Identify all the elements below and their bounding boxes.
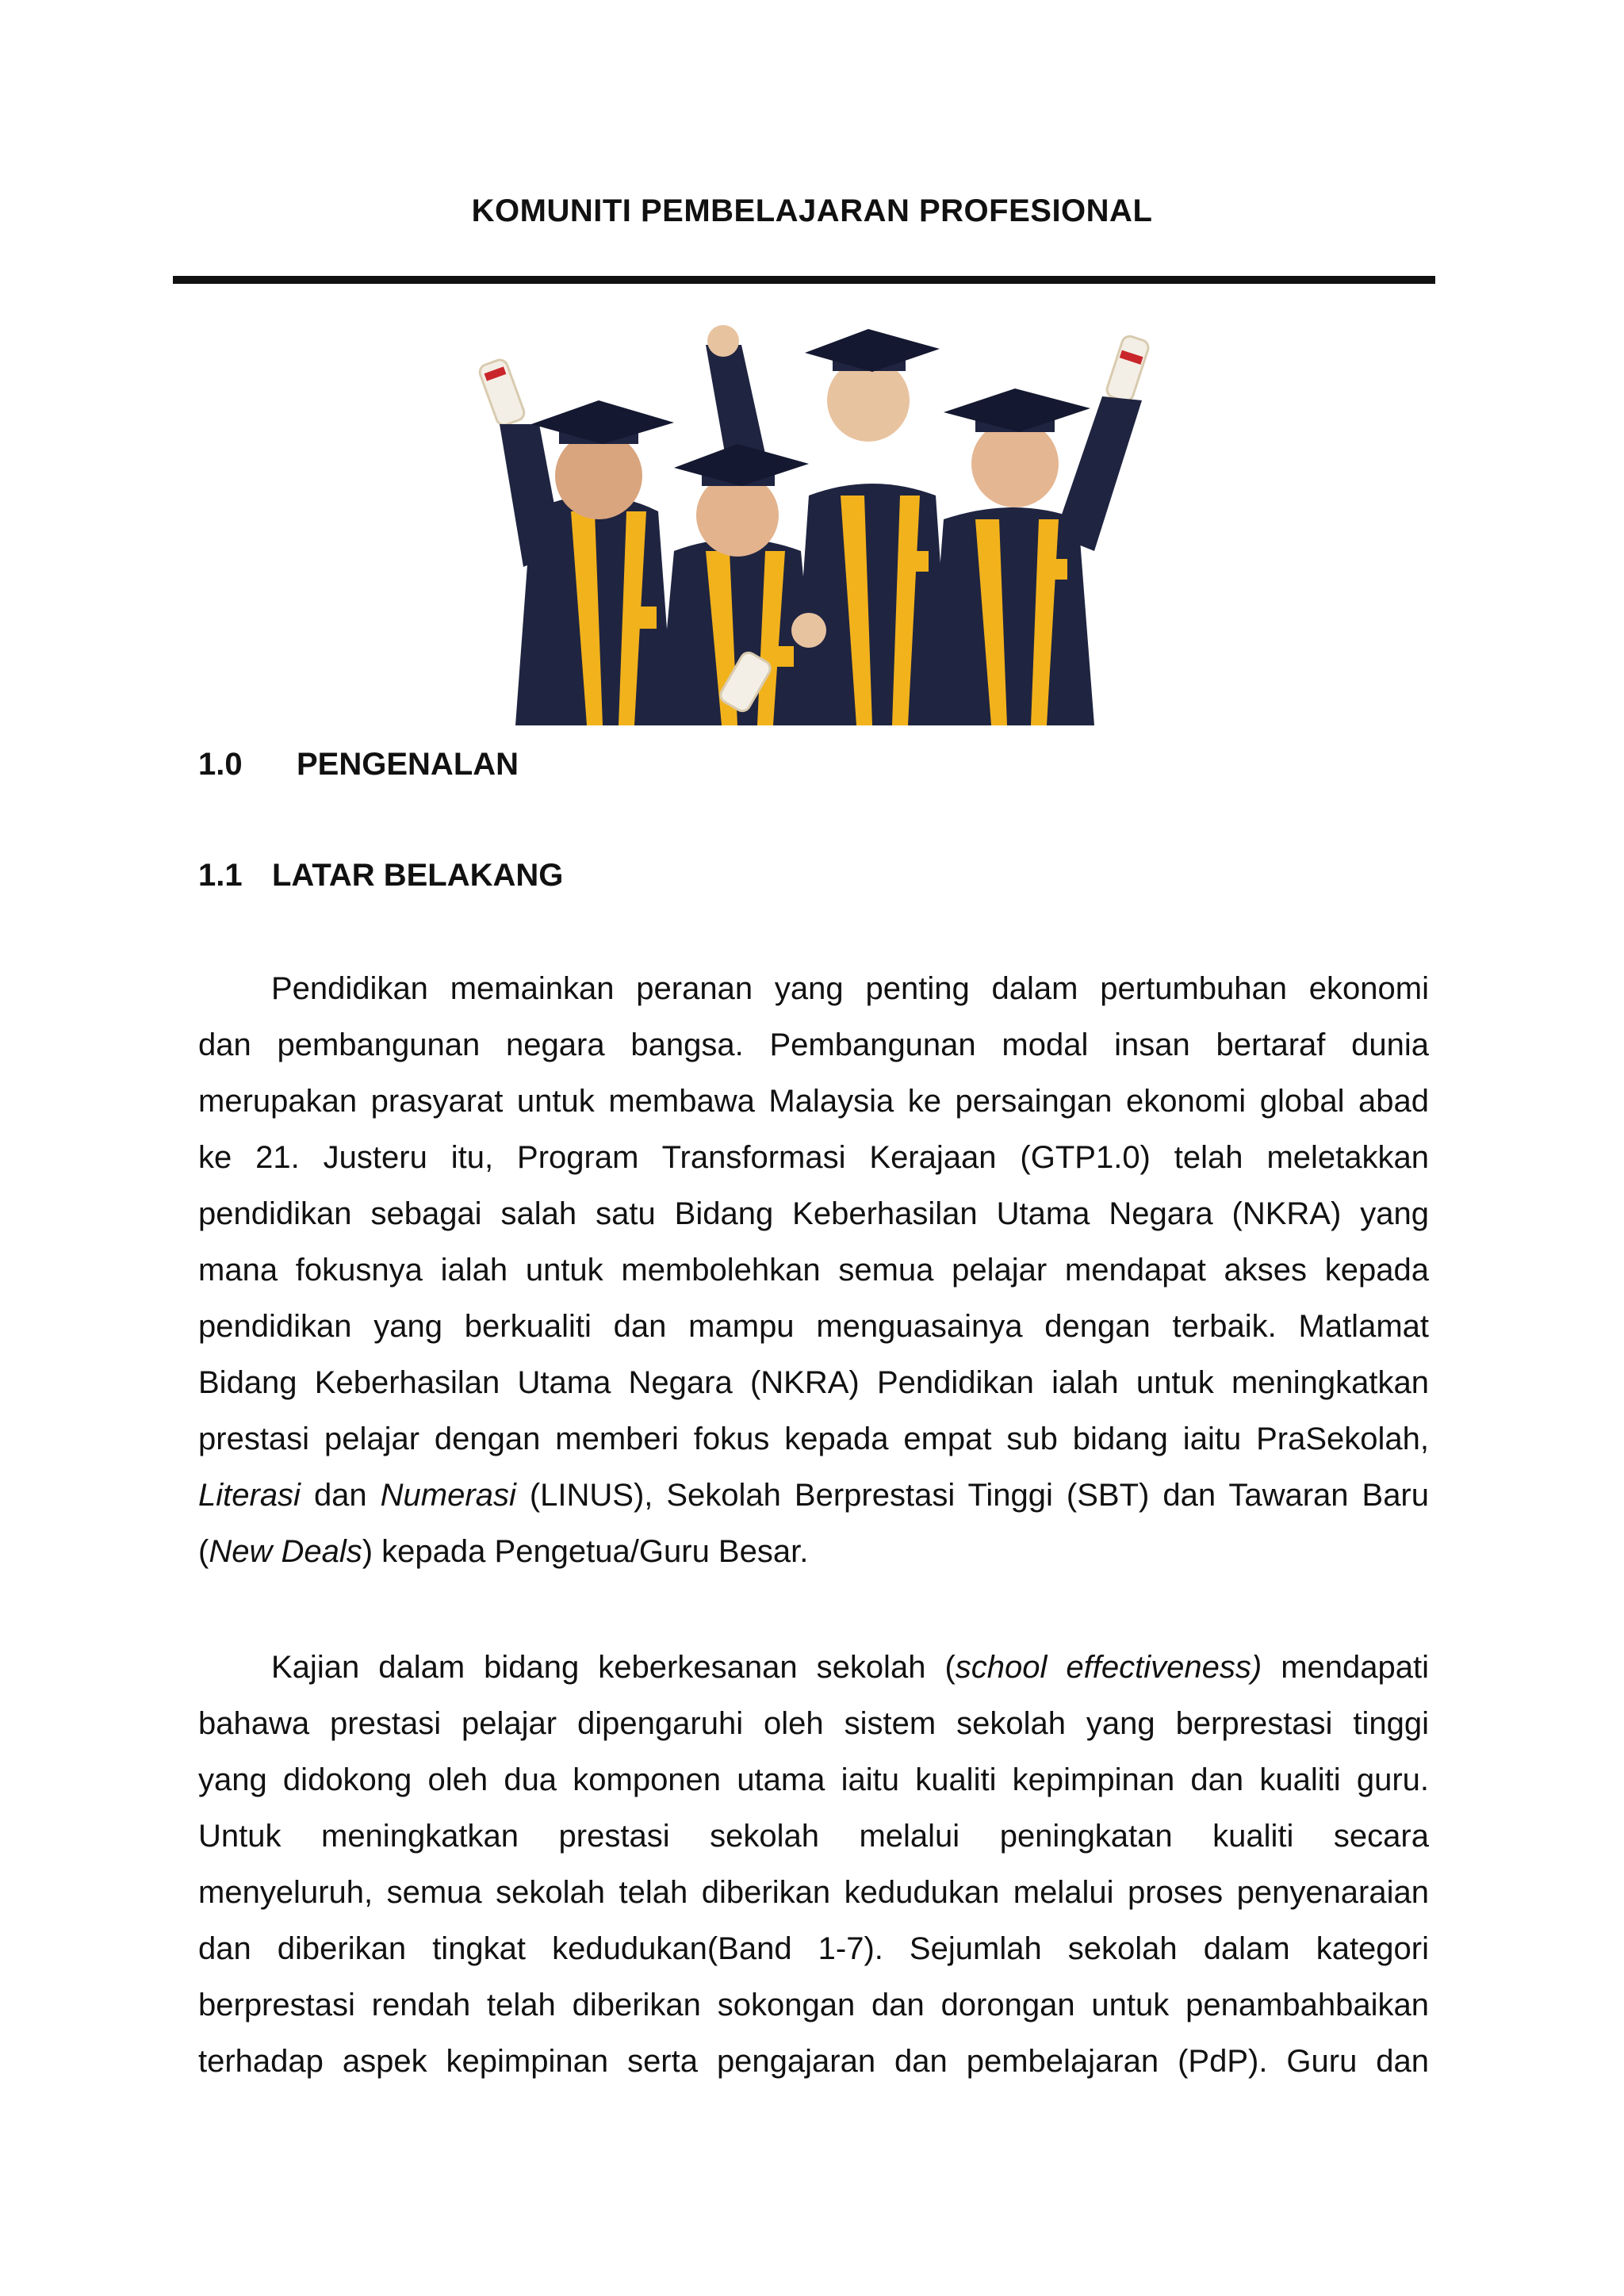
text-line: mana fokusnya ialah untuk membolehkan semua pelajar mendapat akses kepada (198, 1253, 1429, 1288)
graduate-child-2 (658, 444, 817, 725)
paragraph-1 (198, 961, 1429, 1580)
subsection-number: 1.1 (198, 858, 243, 893)
text-line: pendidikan yang berkualiti dan mampu menguasainya dengan terbaik. Matlamat (198, 1309, 1429, 1344)
text-line: Bidang Keberhasilan Utama Negara (NKRA) Pendidikan ialah untuk meningkatkan (198, 1365, 1429, 1400)
text-line: dan pembangunan negara bangsa. Pembangunan modal insan bertaraf dunia (198, 1027, 1429, 1062)
text-line: pendidikan sebagai salah satu Bidang Keberhasilan Utama Negara (NKRA) yang (198, 1196, 1429, 1231)
text-line: ke 21. Justeru itu, Program Transformasi Kerajaan (GTP1.0) telah meletakkan (198, 1140, 1429, 1175)
scroll-icon (477, 358, 526, 427)
scroll-icon-right (1105, 335, 1150, 404)
text-line: Literasi dan Numerasi (LINUS), Sekolah Berprestasi Tinggi (SBT) dan Tawaran Baru (198, 1478, 1429, 1513)
text-line: terhadap aspek kepimpinan serta pengajaran dan pembelajaran (PdP). Guru dan (198, 2044, 1429, 2079)
text-line: merupakan prasyarat untuk membawa Malaysia ke persaingan ekonomi global abad (198, 1084, 1429, 1119)
subsection-heading: LATAR BELAKANG (272, 858, 564, 893)
text-line: berprestasi rendah telah diberikan sokongan dan dorongan untuk penambahbaikan (198, 1988, 1429, 2022)
text-line: dan diberikan tingkat kedudukan(Band 1-7). Sejumlah sekolah dalam kategori (198, 1931, 1429, 1966)
text-line: Untuk meningkatkan prestasi sekolah melalui peningkatan kualiti secara (198, 1819, 1429, 1854)
text-line: Kajian dalam bidang keberkesanan sekolah (school effectiveness) mendapati (271, 1650, 1429, 1685)
graduate-child-4 (928, 388, 1094, 725)
page-title: KOMUNITI PEMBELAJARAN PROFESIONAL (471, 193, 1153, 228)
section-heading: PENGENALAN (297, 747, 519, 782)
text-line: menyeluruh, semua sekolah telah diberikan kedudukan melalui proses penyenaraian (198, 1875, 1429, 1910)
text-line: yang didokong oleh dua komponen utama iaitu kualiti kepimpinan dan kualiti guru. (198, 1762, 1429, 1797)
graduate-child-3 (791, 329, 952, 725)
text-line: bahawa prestasi pelajar dipengaruhi oleh sistem sekolah yang berprestasi tinggi (198, 1706, 1429, 1741)
text-line: prestasi pelajar dengan memberi fokus kepada empat sub bidang iaitu PraSekolah, (198, 1422, 1429, 1456)
text-line: Pendidikan memainkan peranan yang penting dalam pertumbuhan ekonomi (271, 971, 1429, 1006)
text-line: (New Deals) kepada Pengetua/Guru Besar. (198, 1534, 809, 1569)
section-number: 1.0 (198, 747, 243, 782)
title-divider (173, 276, 1435, 284)
paragraph-2 (198, 1640, 1429, 2090)
graduates-illustration (468, 313, 1166, 725)
